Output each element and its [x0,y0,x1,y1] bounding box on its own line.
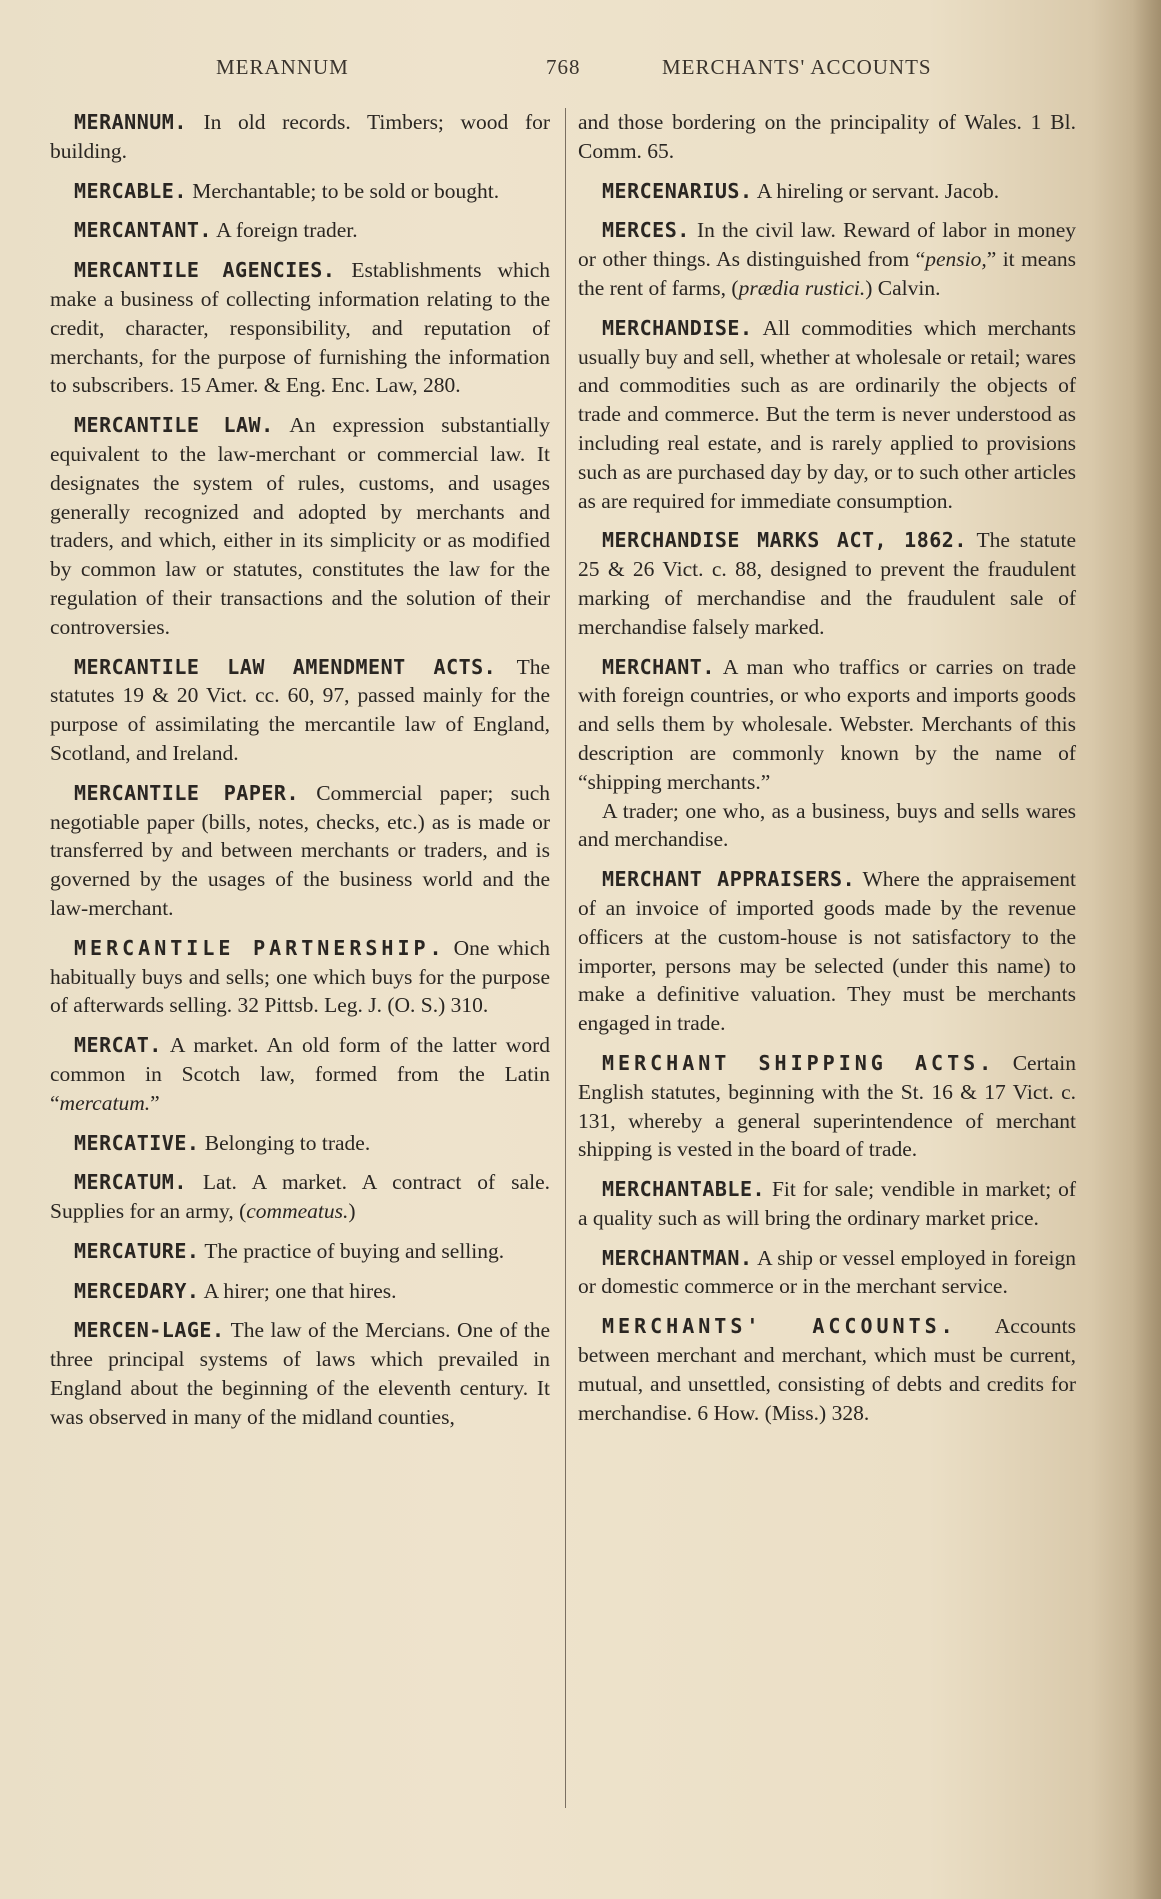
entry-mercantile-law-amendment-acts [50,653,550,768]
page-number: 768 [546,55,581,79]
entry-definition: The statute 25 & 26 Vict. c. 88, designed to prevent the fraudulent marking of merchandise and the fraudulent sale of merchandise falsely marked. [578,528,1076,639]
entry-mercable [50,177,550,206]
entry-term: MERCATURE. [74,1238,200,1263]
entry-term: MERCHANTS' ACCOUNTS. [602,1314,957,1339]
page-fold-shadow [1133,0,1161,1899]
entry-definition: A man who traffics or carries on trade with foreign countries, or who exports and imports goods and sells them by wholesale. Webster. Merchants of this description are commonly known by the name of “shipping merchants.” [578,654,1076,794]
entry-term: MERCANTILE AGENCIES. [74,258,336,283]
entry-mercantile-partnership [50,934,550,1020]
entry-definition: Belonging to trade. [204,1130,371,1155]
entry-definition: A hirer; one that hires. [203,1278,397,1303]
entry-term: MERCHANT APPRAISERS. [602,867,856,892]
latin-term: prædia rustici. [738,275,866,300]
entry-merchant-appraisers [578,865,1076,1038]
entry-definition-middle: ” it means the rent of farms, ( [578,247,1076,300]
right-column [578,108,1076,1438]
entry-merces [578,216,1076,302]
entry-mercenarius [578,177,1076,206]
entry-definition: An expression substantially equivalent to the law-merchant or commercial law. It designates the system of rules, customs, and usages generally recognized and adopted by merchants and traders, and which, either in its simplicity or as modified by common law or statutes, constitutes the law for the regulation of their transactions and the solution of their controversies. [50,413,550,639]
running-header [50,55,1070,89]
entry-term: MERANNUM. [74,110,187,134]
entry-term: MERCEDARY. [74,1278,200,1303]
entry-merchandise [578,314,1076,516]
entry-term: MERCHANDISE. [602,315,753,340]
entry-merchant [578,653,1076,855]
entry-definition-end: ” [150,1090,160,1115]
entry-definition: A foreign trader. [216,218,358,243]
entry-mercantile-paper [50,779,550,923]
entry-definition: Certain English statutes, beginning with the St. 16 & 17 Vict. c. 131, whereby a general superintendence of merchant shipping is vested in the board of trade. [578,1050,1076,1162]
entry-term: MERCANTILE LAW AMENDMENT ACTS. [74,654,497,679]
entry-term: MERCANTANT. [74,218,212,243]
entry-mercat [50,1031,550,1117]
entry-term: MERCANTILE PAPER. [74,780,300,805]
entry-term: MERCAT. [74,1033,162,1058]
entry-term: MERCATIVE. [74,1130,200,1155]
entry-term: MERCHANT. [602,654,715,679]
entry-definition: The statutes 19 & 20 Vict. cc. 60, 97, passed mainly for the purpose of assimilating the mercantile law of England, Scotland, and Ireland. [50,654,550,765]
entry-definition: In the civil law. Reward of labor in money or other things. As distinguished from “ [578,218,1076,272]
latin-term: mercatum. [59,1090,151,1115]
entry-mercantile-agencies [50,256,550,400]
entry-mercature [50,1237,550,1266]
header-left-guide-word: MERANNUM [216,55,349,79]
entry-term: MERCEN-LAGE. [74,1318,225,1343]
entry-merchandise-marks-act [578,526,1076,641]
entry-merchant-shipping-acts [578,1049,1076,1164]
entry-definition: All commodities which merchants usually buy and sell, whether at wholesale or retail; wares and commodities such as are ordinarily the objects of trade and commerce. But the term is never understood as including real estate, and is rarely applied to provisions such as are purchased day by day, or to such other articles as are required for immediate consumption. [578,315,1076,513]
entry-merchants-accounts [578,1312,1076,1427]
entry-definition-end: ) Calvin. [865,275,941,300]
entry-term: MERCANTILE LAW. [74,413,274,438]
entry-definition: Lat. A market. A contract of sale. Supplies for an army, ( [50,1170,550,1224]
entry-mercatum [50,1168,550,1226]
entry-definition: Establishments which make a business of collecting information relating to the credit, character, responsibility, and reputation of merchants, for the purpose of furnishing the information to subscribers. 15 Amer. & Eng. Enc. Law, 280. [50,258,550,398]
column-divider [565,108,566,1808]
entry-term: MERCHANTMAN. [602,1245,753,1270]
left-column [50,108,550,1443]
entry-merannum [50,108,550,166]
entry-term: MERCES. [602,218,690,243]
entry-mercantile-law [50,411,550,641]
entry-definition: One which habitually buys and sells; one which buys for the purpose of afterwards selling. 32 Pittsb. Leg. J. (O. S.) 310. [50,935,550,1018]
entry-continuation: and those bordering on the principality of Wales. 1 Bl. Comm. 65. [578,110,1076,163]
entry-definition: In old records. Timbers; wood for building. [50,110,551,163]
latin-term: pensio, [925,247,987,272]
entry-term: MERCENARIUS. [602,178,753,203]
entry-term: MERCHANT SHIPPING ACTS. [602,1050,996,1075]
entry-definition: Where the appraisement of an invoice of imported goods made by the revenue officers at the custom-house is not satisfactory to the importer, persons may be selected (under this name) to make a definitive valuation. They must be merchants engaged in trade. [578,867,1076,1036]
entry-term: MERCHANDISE MARKS ACT, 1862. [602,528,967,553]
entry-definition: Accounts between merchant and merchant, which must be current, mutual, and unsettled, consisting of debts and credits for merchandise. 6 How. (Miss.) 328. [578,1314,1076,1425]
entry-definition: A ship or vessel employed in foreign or domestic commerce or in the merchant service. [578,1245,1076,1299]
entry-definition: Merchantable; to be sold or bought. [192,178,500,203]
entry-mercative [50,1129,550,1158]
entry-definition: The law of the Mercians. One of the three principal systems of laws which prevailed in England about the beginning of the eleventh century. It was observed in many of the midland counties, [50,1318,550,1429]
entry-definition: Fit for sale; vendible in market; of a quality such as will bring the ordinary market price. [578,1177,1077,1230]
entry-definition: Commercial paper; such negotiable paper (bills, notes, checks, etc.) as is made or transferred by and between merchants or traders, and is governed by the usages of the business world and the law-merchant. [50,780,551,920]
header-right-guide-word: MERCHANTS' ACCOUNTS [662,55,932,79]
entry-definition-end: ) [348,1199,356,1224]
latin-term: commeatus. [246,1199,349,1224]
entry-mercedary [50,1277,550,1306]
entry-mercantant [50,216,550,245]
entry-definition: A hireling or servant. Jacob. [756,178,1000,203]
entry-definition: The practice of buying and selling. [204,1238,505,1263]
entry-term: MERCANTILE PARTNERSHIP. [74,935,446,960]
entry-mercen-lage [50,1316,550,1431]
entry-merchantman [578,1244,1076,1302]
entry-definition: A market. An old form of the latter word common in Scotch law, formed from the Latin “ [50,1033,550,1115]
entry-term: MERCATUM. [74,1170,187,1195]
entry-merchantable [578,1175,1076,1233]
entry-term: MERCHANTABLE. [602,1177,766,1202]
entry-term: MERCABLE. [74,178,187,203]
entry-definition-second-sense: A trader; one who, as a business, buys and sells wares and merchandise. [578,798,1076,852]
